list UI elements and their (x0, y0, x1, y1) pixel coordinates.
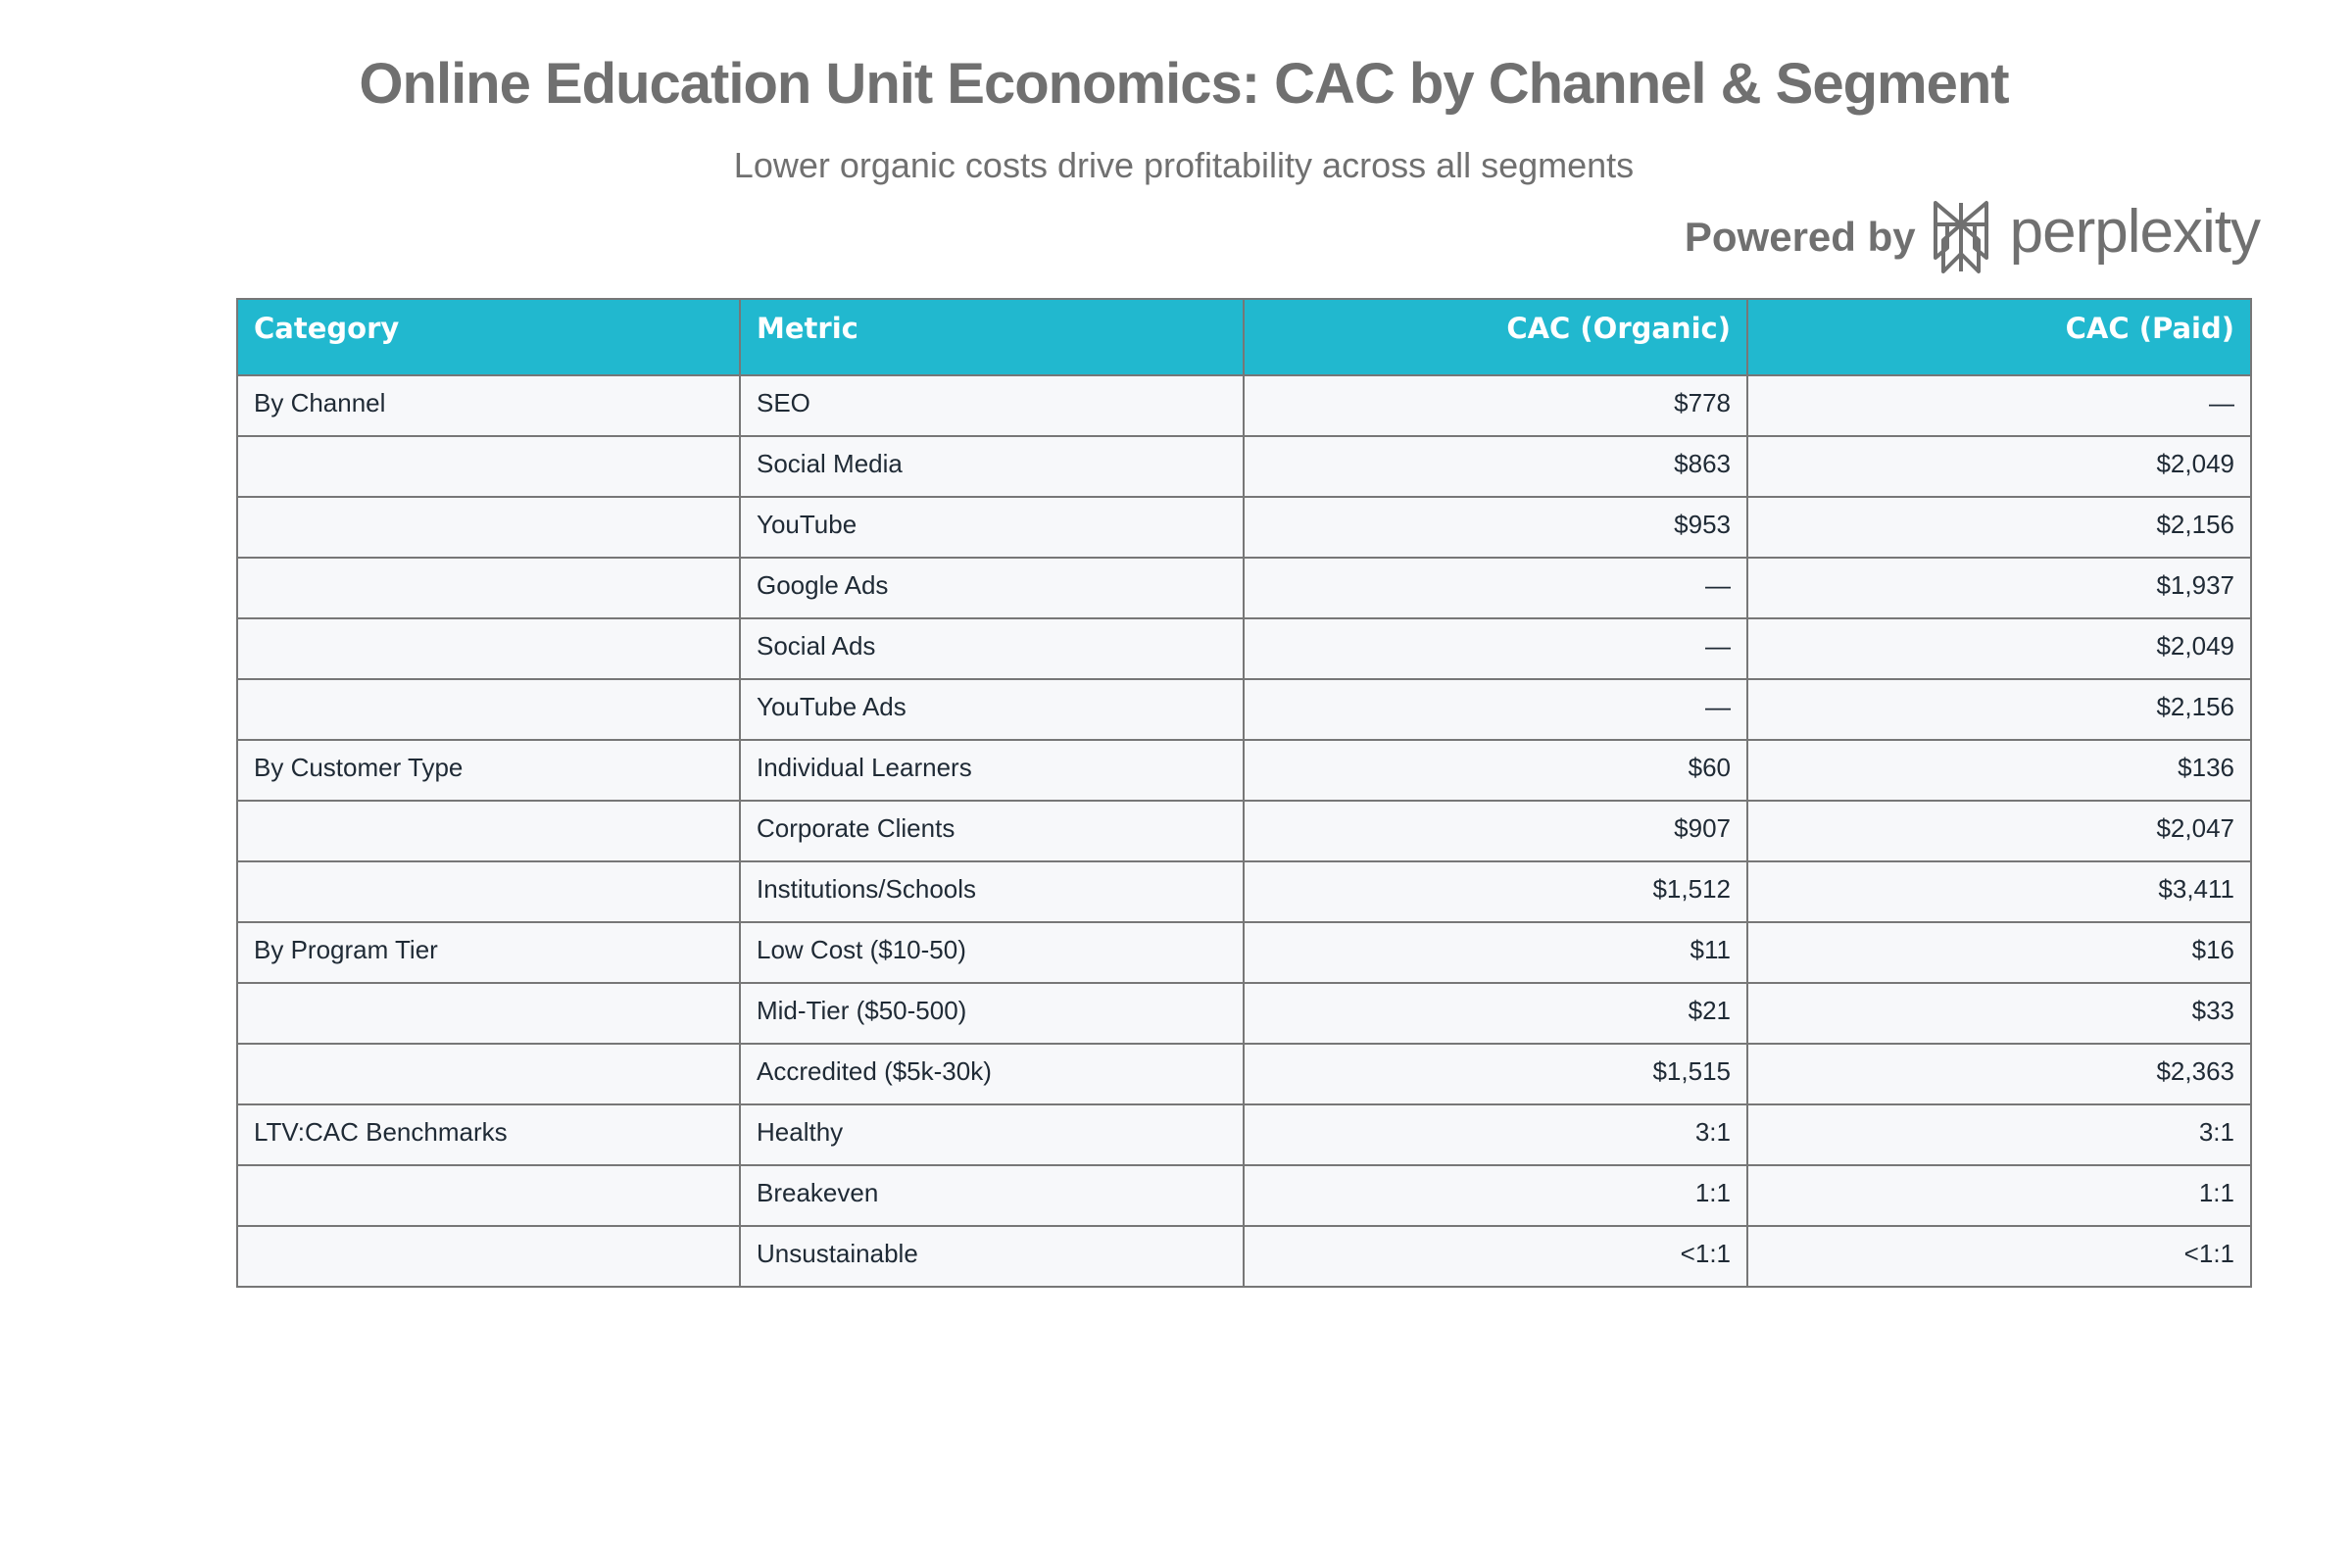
cac-paid-cell: $33 (1747, 983, 2251, 1044)
table-row (237, 375, 2251, 436)
table-row (237, 679, 2251, 740)
category-cell (237, 801, 740, 861)
category-cell (237, 618, 740, 679)
cac-paid-cell: $3,411 (1747, 861, 2251, 922)
table-row (237, 497, 2251, 558)
table-row (237, 861, 2251, 922)
cac-organic-cell: $953 (1244, 497, 1747, 558)
powered-by-label: Powered by (1684, 214, 1916, 260)
cac-organic-cell: 1:1 (1244, 1165, 1747, 1226)
chart-subtitle: Lower organic costs drive profitability across all segments (733, 145, 1635, 185)
category-cell (237, 436, 740, 497)
cac-organic-cell: $1,512 (1244, 861, 1747, 922)
cac-organic-cell: $21 (1244, 983, 1747, 1044)
table-header-row (237, 299, 2251, 375)
table-row (237, 801, 2251, 861)
cac-organic-cell: — (1244, 558, 1747, 618)
metric-cell: YouTube Ads (740, 679, 1244, 740)
cac-organic-cell: — (1244, 618, 1747, 679)
cac-paid-cell: $136 (1747, 740, 2251, 801)
cac-table (236, 298, 2252, 1288)
cac-organic-cell: $778 (1244, 375, 1747, 436)
table-row (237, 922, 2251, 983)
column-header-cac-organic: CAC (Organic) (1244, 299, 1747, 375)
metric-cell: Institutions/Schools (740, 861, 1244, 922)
category-cell (237, 497, 740, 558)
category-cell (237, 1226, 740, 1287)
cac-organic-cell: 3:1 (1244, 1104, 1747, 1165)
cac-paid-cell: $2,049 (1747, 436, 2251, 497)
metric-cell: Social Ads (740, 618, 1244, 679)
column-header-category: Category (237, 299, 740, 375)
category-cell: By Customer Type (237, 740, 740, 801)
metric-cell: Healthy (740, 1104, 1244, 1165)
powered-by-branding (1685, 198, 2260, 276)
cac-organic-cell: $1,515 (1244, 1044, 1747, 1104)
category-cell: By Channel (237, 375, 740, 436)
table-row (237, 983, 2251, 1044)
table-row (237, 1165, 2251, 1226)
metric-cell: Unsustainable (740, 1226, 1244, 1287)
table-row (237, 1044, 2251, 1104)
column-header-cac-paid: CAC (Paid) (1747, 299, 2251, 375)
metric-cell: Google Ads (740, 558, 1244, 618)
cac-paid-cell: $2,047 (1747, 801, 2251, 861)
table-row (237, 1226, 2251, 1287)
table-row (237, 740, 2251, 801)
cac-paid-cell: 1:1 (1747, 1165, 2251, 1226)
perplexity-logo-icon (1930, 199, 1992, 275)
table-row (237, 436, 2251, 497)
table-body (237, 375, 2251, 1287)
category-cell (237, 558, 740, 618)
metric-cell: Low Cost ($10-50) (740, 922, 1244, 983)
cac-paid-cell: $2,156 (1747, 497, 2251, 558)
cac-organic-cell: $907 (1244, 801, 1747, 861)
metric-cell: Accredited ($5k-30k) (740, 1044, 1244, 1104)
category-cell: By Program Tier (237, 922, 740, 983)
table-row (237, 618, 2251, 679)
category-cell (237, 1044, 740, 1104)
cac-organic-cell: — (1244, 679, 1747, 740)
cac-paid-cell: <1:1 (1747, 1226, 2251, 1287)
category-cell (237, 861, 740, 922)
metric-cell: SEO (740, 375, 1244, 436)
metric-cell: Mid-Tier ($50-500) (740, 983, 1244, 1044)
cac-organic-cell: <1:1 (1244, 1226, 1747, 1287)
cac-paid-cell: $1,937 (1747, 558, 2251, 618)
cac-paid-cell: — (1747, 375, 2251, 436)
cac-paid-cell: $16 (1747, 922, 2251, 983)
cac-paid-cell: 3:1 (1747, 1104, 2251, 1165)
table-row (237, 558, 2251, 618)
category-cell (237, 1165, 740, 1226)
category-cell: LTV:CAC Benchmarks (237, 1104, 740, 1165)
cac-organic-cell: $11 (1244, 922, 1747, 983)
column-header-metric: Metric (740, 299, 1244, 375)
category-cell (237, 983, 740, 1044)
metric-cell: Social Media (740, 436, 1244, 497)
metric-cell: Individual Learners (740, 740, 1244, 801)
cac-paid-cell: $2,049 (1747, 618, 2251, 679)
cac-organic-cell: $863 (1244, 436, 1747, 497)
table-row (237, 1104, 2251, 1165)
perplexity-wordmark: perplexity (2009, 198, 2260, 266)
chart-title: Online Education Unit Economics: CAC by Channel & Segment (359, 52, 2009, 116)
metric-cell: Breakeven (740, 1165, 1244, 1226)
category-cell (237, 679, 740, 740)
cac-organic-cell: $60 (1244, 740, 1747, 801)
cac-paid-cell: $2,363 (1747, 1044, 2251, 1104)
cac-paid-cell: $2,156 (1747, 679, 2251, 740)
metric-cell: Corporate Clients (740, 801, 1244, 861)
metric-cell: YouTube (740, 497, 1244, 558)
